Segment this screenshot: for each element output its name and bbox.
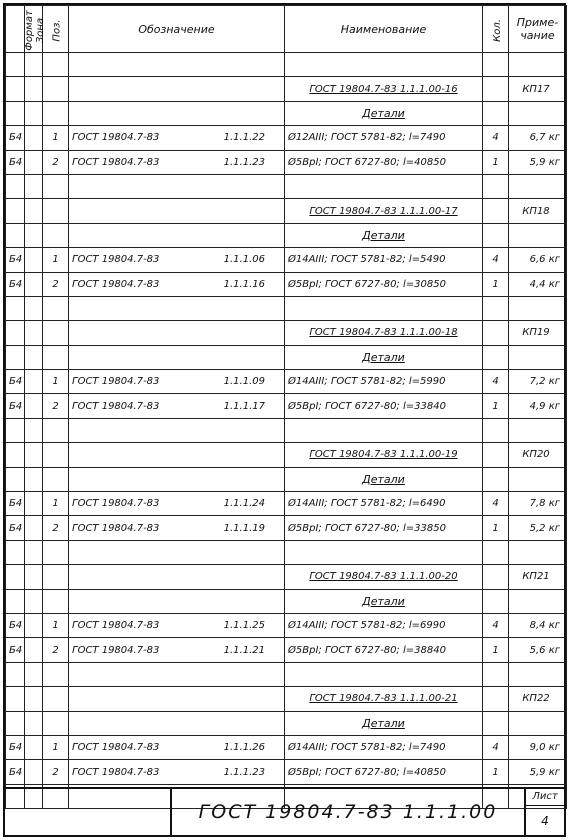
format-cell — [6, 443, 25, 467]
header-qty: Кол. — [483, 6, 509, 53]
note-cell: КП21 — [509, 565, 567, 589]
section-heading: Детали — [362, 716, 405, 730]
note-cell — [509, 223, 567, 247]
designation-cell — [69, 540, 285, 564]
designation-cell — [69, 223, 285, 247]
format-cell — [6, 321, 25, 345]
assembly-title-cell — [285, 687, 483, 711]
qty-cell — [483, 687, 509, 711]
table-row-blank — [6, 53, 567, 77]
section-heading-cell — [285, 101, 483, 125]
zone-cell — [25, 370, 43, 394]
designation-cell — [69, 199, 285, 223]
qty-cell: 4 — [483, 126, 509, 150]
assembly-title: ГОСТ 19804.7-83 1.1.1.00-17 — [309, 205, 458, 217]
zone-cell — [25, 735, 43, 759]
zone-cell — [25, 589, 43, 613]
designation-cell — [69, 443, 285, 467]
note-cell: 8,4 кг — [509, 613, 567, 637]
designation-standard: ГОСТ 19804.7-83 — [72, 766, 160, 778]
name-cell: Ø5ВрI; ГОСТ 6727-80; l=30850 — [285, 272, 483, 296]
qty-cell — [483, 467, 509, 491]
designation-standard: ГОСТ 19804.7-83 — [72, 620, 160, 632]
assembly-title-cell — [285, 77, 483, 101]
document-designation: ГОСТ 19804.7-83 1.1.1.00 — [172, 789, 526, 835]
table-row-item — [6, 394, 567, 418]
designation-cell — [69, 77, 285, 101]
zone-cell — [25, 540, 43, 564]
table-row-item — [6, 638, 567, 662]
qty-cell: 4 — [483, 370, 509, 394]
designation-standard: ГОСТ 19804.7-83 — [72, 498, 160, 510]
designation-code: 1.1.1.24 — [223, 498, 265, 510]
format-cell: Б4 — [6, 394, 25, 418]
assembly-title: ГОСТ 19804.7-83 1.1.1.00-20 — [309, 571, 458, 583]
designation-cell — [69, 174, 285, 198]
qty-cell: 1 — [483, 638, 509, 662]
pos-cell: 2 — [43, 638, 69, 662]
note-cell — [509, 418, 567, 442]
pos-cell — [43, 345, 69, 369]
qty-cell: 4 — [483, 492, 509, 516]
section-heading-cell — [285, 467, 483, 491]
qty-cell: 1 — [483, 272, 509, 296]
zone-cell — [25, 223, 43, 247]
pos-cell — [43, 565, 69, 589]
name-cell: Ø5ВрI; ГОСТ 6727-80; l=38840 — [285, 638, 483, 662]
name-cell — [285, 540, 483, 564]
note-cell — [509, 101, 567, 125]
format-cell: Б4 — [6, 516, 25, 540]
format-cell — [6, 174, 25, 198]
table-row-title — [6, 443, 567, 467]
table-row-item — [6, 516, 567, 540]
designation-cell — [69, 321, 285, 345]
note-cell: КП17 — [509, 77, 567, 101]
qty-cell: 4 — [483, 735, 509, 759]
name-cell: Ø5ВрI; ГОСТ 6727-80; l=33840 — [285, 394, 483, 418]
designation-cell — [69, 492, 285, 516]
note-cell — [509, 662, 567, 686]
note-cell: 6,7 кг — [509, 126, 567, 150]
qty-cell — [483, 443, 509, 467]
zone-cell — [25, 101, 43, 125]
pos-cell — [43, 662, 69, 686]
table-row-title — [6, 77, 567, 101]
qty-cell — [483, 174, 509, 198]
format-cell: Б4 — [6, 613, 25, 637]
table-header — [6, 6, 567, 53]
note-cell — [509, 174, 567, 198]
designation-cell — [69, 589, 285, 613]
qty-cell: 1 — [483, 516, 509, 540]
note-cell — [509, 296, 567, 320]
designation-cell — [69, 565, 285, 589]
pos-cell: 1 — [43, 735, 69, 759]
header-format: Формат — [6, 6, 25, 53]
format-cell — [6, 223, 25, 247]
name-cell: Ø14АIII; ГОСТ 5781-82; l=6490 — [285, 492, 483, 516]
pos-cell — [43, 296, 69, 320]
section-heading: Детали — [362, 594, 405, 608]
designation-code: 1.1.1.22 — [223, 132, 265, 144]
name-cell: Ø14АIII; ГОСТ 5781-82; l=5490 — [285, 248, 483, 272]
zone-cell — [25, 53, 43, 77]
pos-cell — [43, 321, 69, 345]
table-row-item — [6, 735, 567, 759]
assembly-title-cell — [285, 565, 483, 589]
note-cell: КП18 — [509, 199, 567, 223]
zone-cell — [25, 248, 43, 272]
zone-cell — [25, 272, 43, 296]
section-heading: Детали — [362, 472, 405, 486]
pos-cell — [43, 53, 69, 77]
section-heading: Детали — [362, 350, 405, 364]
zone-cell — [25, 345, 43, 369]
designation-standard: ГОСТ 19804.7-83 — [72, 742, 160, 754]
section-heading-cell — [285, 345, 483, 369]
zone-cell — [25, 516, 43, 540]
pos-cell: 2 — [43, 760, 69, 784]
note-cell: 9,0 кг — [509, 735, 567, 759]
designation-standard: ГОСТ 19804.7-83 — [72, 522, 160, 534]
zone-cell — [25, 711, 43, 735]
zone-cell — [25, 687, 43, 711]
designation-standard: ГОСТ 19804.7-83 — [72, 254, 160, 266]
format-cell — [6, 467, 25, 491]
qty-cell — [483, 223, 509, 247]
designation-cell — [69, 126, 285, 150]
designation-cell — [69, 711, 285, 735]
title-block — [5, 787, 564, 835]
qty-cell — [483, 53, 509, 77]
qty-cell: 1 — [483, 760, 509, 784]
assembly-title: ГОСТ 19804.7-83 1.1.1.00-16 — [309, 83, 458, 95]
table-row-section — [6, 101, 567, 125]
qty-cell: 1 — [483, 394, 509, 418]
name-cell — [285, 418, 483, 442]
section-heading: Детали — [362, 106, 405, 120]
format-cell: Б4 — [6, 150, 25, 174]
assembly-title-cell — [285, 199, 483, 223]
designation-code: 1.1.1.06 — [223, 254, 265, 266]
designation-standard: ГОСТ 19804.7-83 — [72, 278, 160, 290]
zone-cell — [25, 150, 43, 174]
pos-cell: 2 — [43, 394, 69, 418]
designation-cell — [69, 345, 285, 369]
table-row-title — [6, 321, 567, 345]
name-cell: Ø14АIII; ГОСТ 5781-82; l=6990 — [285, 613, 483, 637]
assembly-title: ГОСТ 19804.7-83 1.1.1.00-18 — [309, 327, 458, 339]
note-cell: КП22 — [509, 687, 567, 711]
designation-cell — [69, 150, 285, 174]
designation-code: 1.1.1.09 — [223, 376, 265, 388]
designation-standard: ГОСТ 19804.7-83 — [72, 644, 160, 656]
pos-cell — [43, 687, 69, 711]
format-cell: Б4 — [6, 492, 25, 516]
table-row-item — [6, 126, 567, 150]
name-cell: Ø14АIII; ГОСТ 5781-82; l=7490 — [285, 735, 483, 759]
designation-standard: ГОСТ 19804.7-83 — [72, 376, 160, 388]
table-row-blank — [6, 296, 567, 320]
name-cell: Ø5ВрI; ГОСТ 6727-80; l=33850 — [285, 516, 483, 540]
designation-standard: ГОСТ 19804.7-83 — [72, 132, 160, 144]
note-cell: 4,4 кг — [509, 272, 567, 296]
designation-cell — [69, 101, 285, 125]
zone-cell — [25, 126, 43, 150]
table-row-section — [6, 589, 567, 613]
assembly-title: ГОСТ 19804.7-83 1.1.1.00-21 — [309, 693, 458, 705]
designation-standard: ГОСТ 19804.7-83 — [72, 156, 160, 168]
format-cell — [6, 77, 25, 101]
format-cell: Б4 — [6, 272, 25, 296]
note-cell: 5,6 кг — [509, 638, 567, 662]
format-cell: Б4 — [6, 735, 25, 759]
qty-cell — [483, 662, 509, 686]
qty-cell: 1 — [483, 150, 509, 174]
qty-cell: 4 — [483, 613, 509, 637]
header-designation: Обозначение — [69, 6, 285, 53]
sheet-number-box — [526, 789, 564, 835]
title-block-left — [5, 789, 172, 835]
name-cell: Ø5ВрI; ГОСТ 6727-80; l=40850 — [285, 760, 483, 784]
pos-cell — [43, 443, 69, 467]
qty-cell — [483, 711, 509, 735]
note-cell — [509, 345, 567, 369]
table-row-section — [6, 223, 567, 247]
pos-cell — [43, 418, 69, 442]
qty-cell — [483, 101, 509, 125]
qty-cell — [483, 589, 509, 613]
table-row-item — [6, 150, 567, 174]
qty-cell — [483, 199, 509, 223]
zone-cell — [25, 467, 43, 491]
assembly-title-cell — [285, 321, 483, 345]
qty-cell — [483, 345, 509, 369]
note-cell: 5,2 кг — [509, 516, 567, 540]
note-cell: 5,9 кг — [509, 760, 567, 784]
qty-cell — [483, 418, 509, 442]
table-row-section — [6, 467, 567, 491]
sheet-label: Лист — [526, 789, 564, 806]
zone-cell — [25, 565, 43, 589]
note-cell: 4,9 кг — [509, 394, 567, 418]
table-row-item — [6, 613, 567, 637]
designation-cell — [69, 687, 285, 711]
sheet-number: 4 — [541, 813, 549, 828]
pos-cell: 1 — [43, 126, 69, 150]
zone-cell — [25, 760, 43, 784]
table-row-blank — [6, 540, 567, 564]
format-cell — [6, 418, 25, 442]
designation-cell — [69, 370, 285, 394]
pos-cell — [43, 711, 69, 735]
name-cell — [285, 174, 483, 198]
qty-cell — [483, 296, 509, 320]
note-cell — [509, 589, 567, 613]
pos-cell: 1 — [43, 492, 69, 516]
format-cell — [6, 589, 25, 613]
pos-cell: 1 — [43, 370, 69, 394]
table-row-blank — [6, 662, 567, 686]
pos-cell — [43, 540, 69, 564]
name-cell — [285, 53, 483, 77]
table-row-item — [6, 272, 567, 296]
pos-cell: 2 — [43, 516, 69, 540]
designation-code: 1.1.1.26 — [223, 742, 265, 754]
zone-cell — [25, 321, 43, 345]
table-row-item — [6, 248, 567, 272]
name-cell — [285, 296, 483, 320]
pos-cell — [43, 101, 69, 125]
designation-cell — [69, 418, 285, 442]
designation-cell — [69, 662, 285, 686]
pos-cell — [43, 467, 69, 491]
table-row-title — [6, 199, 567, 223]
table-row-title — [6, 687, 567, 711]
zone-cell — [25, 199, 43, 223]
note-cell: 7,8 кг — [509, 492, 567, 516]
zone-cell — [25, 613, 43, 637]
zone-cell — [25, 296, 43, 320]
designation-cell — [69, 638, 285, 662]
format-cell: Б4 — [6, 126, 25, 150]
section-heading-cell — [285, 589, 483, 613]
zone-cell — [25, 662, 43, 686]
designation-cell — [69, 272, 285, 296]
note-cell: КП20 — [509, 443, 567, 467]
designation-code: 1.1.1.23 — [223, 766, 265, 778]
header-zone: Зона — [25, 6, 43, 53]
zone-cell — [25, 492, 43, 516]
qty-cell — [483, 321, 509, 345]
format-cell: Б4 — [6, 370, 25, 394]
assembly-title: ГОСТ 19804.7-83 1.1.1.00-19 — [309, 449, 458, 461]
qty-cell — [483, 565, 509, 589]
designation-cell — [69, 516, 285, 540]
format-cell — [6, 565, 25, 589]
pos-cell — [43, 77, 69, 101]
format-cell — [6, 711, 25, 735]
zone-cell — [25, 174, 43, 198]
format-cell — [6, 345, 25, 369]
designation-cell — [69, 53, 285, 77]
table-row-item — [6, 492, 567, 516]
pos-cell — [43, 223, 69, 247]
designation-cell — [69, 394, 285, 418]
table-row-section — [6, 711, 567, 735]
designation-standard: ГОСТ 19804.7-83 — [72, 400, 160, 412]
designation-code: 1.1.1.17 — [223, 400, 265, 412]
header-name: Наименование — [285, 6, 483, 53]
zone-cell — [25, 77, 43, 101]
note-cell — [509, 467, 567, 491]
table-row-item — [6, 760, 567, 784]
format-cell — [6, 540, 25, 564]
table-row-section — [6, 345, 567, 369]
format-cell: Б4 — [6, 638, 25, 662]
zone-cell — [25, 638, 43, 662]
section-heading-cell — [285, 223, 483, 247]
pos-cell: 1 — [43, 248, 69, 272]
format-cell — [6, 101, 25, 125]
name-cell: Ø5ВрI; ГОСТ 6727-80; l=40850 — [285, 150, 483, 174]
pos-cell — [43, 589, 69, 613]
table-row-title — [6, 565, 567, 589]
format-cell — [6, 687, 25, 711]
format-cell — [6, 296, 25, 320]
table-row-blank — [6, 174, 567, 198]
designation-code: 1.1.1.19 — [223, 522, 265, 534]
designation-cell — [69, 760, 285, 784]
name-cell — [285, 662, 483, 686]
designation-cell — [69, 248, 285, 272]
note-cell — [509, 540, 567, 564]
note-cell — [509, 53, 567, 77]
format-cell: Б4 — [6, 760, 25, 784]
qty-cell — [483, 540, 509, 564]
designation-code: 1.1.1.25 — [223, 620, 265, 632]
format-cell: Б4 — [6, 248, 25, 272]
format-cell — [6, 662, 25, 686]
name-cell: Ø12АIII; ГОСТ 5781-82; l=7490 — [285, 126, 483, 150]
zone-cell — [25, 443, 43, 467]
pos-cell: 1 — [43, 613, 69, 637]
note-cell: 6,6 кг — [509, 248, 567, 272]
table-row-item — [6, 370, 567, 394]
format-cell — [6, 199, 25, 223]
note-cell: КП19 — [509, 321, 567, 345]
table-row-blank — [6, 418, 567, 442]
note-cell: 7,2 кг — [509, 370, 567, 394]
pos-cell: 2 — [43, 272, 69, 296]
section-heading: Детали — [362, 228, 405, 242]
designation-cell — [69, 735, 285, 759]
header-pos: Поз. — [43, 6, 69, 53]
name-cell: Ø14АIII; ГОСТ 5781-82; l=5990 — [285, 370, 483, 394]
designation-cell — [69, 296, 285, 320]
header-note: Приме- чание — [509, 6, 567, 53]
format-cell — [6, 53, 25, 77]
pos-cell — [43, 199, 69, 223]
zone-cell — [25, 394, 43, 418]
note-cell — [509, 711, 567, 735]
assembly-title-cell — [285, 443, 483, 467]
pos-cell: 2 — [43, 150, 69, 174]
spec-sheet — [3, 3, 566, 837]
designation-code: 1.1.1.23 — [223, 156, 265, 168]
designation-code: 1.1.1.21 — [223, 644, 265, 656]
designation-cell — [69, 613, 285, 637]
pos-cell — [43, 174, 69, 198]
qty-cell: 4 — [483, 248, 509, 272]
note-cell: 5,9 кг — [509, 150, 567, 174]
designation-cell — [69, 467, 285, 491]
section-heading-cell — [285, 711, 483, 735]
designation-code: 1.1.1.16 — [223, 278, 265, 290]
zone-cell — [25, 418, 43, 442]
qty-cell — [483, 77, 509, 101]
specification-table — [5, 5, 567, 809]
